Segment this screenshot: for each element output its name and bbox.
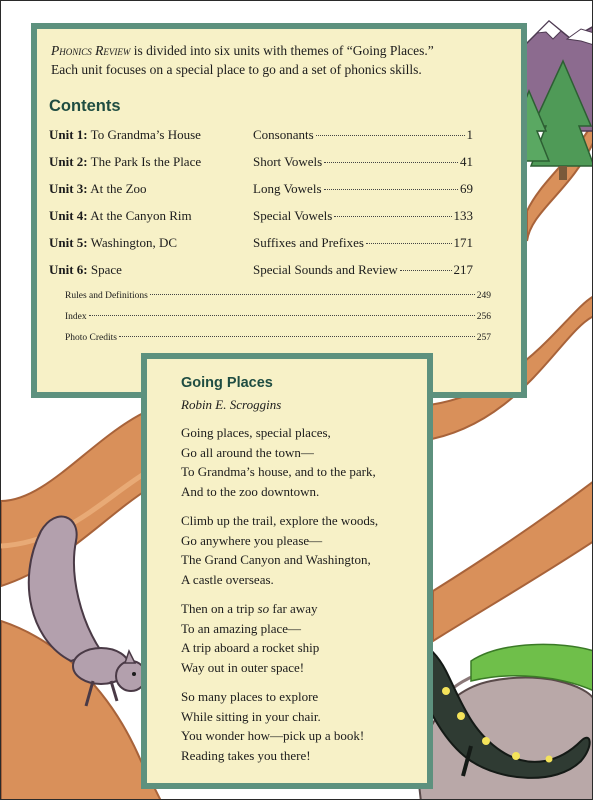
dot-leader <box>150 294 475 295</box>
contents-heading: Contents <box>49 97 121 115</box>
unit-place: Washington, DC <box>90 235 177 250</box>
unit-skill: Short Vowels <box>253 154 323 169</box>
unit-skill-row <box>253 181 473 197</box>
ref-page: 256 <box>476 312 491 322</box>
unit-page: 133 <box>453 208 473 223</box>
toc-entry-photo-credits[interactable] <box>65 333 491 349</box>
unit-number: Unit 3: <box>49 181 88 196</box>
poem-line: Climb up the trail, explore the woods, <box>181 513 379 528</box>
poem-line: Way out in outer space! <box>181 659 305 675</box>
unit-skill: Special Vowels <box>253 208 333 223</box>
unit-skill: Long Vowels <box>253 181 322 196</box>
poem-line: A trip aboard a rocket ship <box>181 640 320 655</box>
unit-number: Unit 2: <box>49 154 88 169</box>
unit-page: 217 <box>453 262 473 277</box>
toc-entry-rules[interactable] <box>65 291 491 307</box>
unit-page: 41 <box>460 154 473 169</box>
poem-panel <box>141 353 433 789</box>
unit-page: 1 <box>466 127 473 142</box>
unit-number: Unit 1: <box>49 127 88 142</box>
book-title: Phonics Review <box>51 43 131 58</box>
unit-label <box>49 208 192 224</box>
poem-line: To Grandma’s house, and to the park, <box>181 464 376 479</box>
ref-label: Photo Credits <box>65 333 117 343</box>
unit-place: At the Canyon Rim <box>90 208 192 223</box>
unit-place: Space <box>90 262 122 277</box>
ref-label: Index <box>65 312 87 322</box>
toc-entry-unit-1[interactable] <box>49 127 487 147</box>
unit-skill: Special Sounds and Review <box>253 262 398 277</box>
stanza-2 <box>181 511 417 589</box>
unit-skill-row <box>253 208 473 224</box>
unit-place: At the Zoo <box>90 181 147 196</box>
unit-skill: Suffixes and Prefixes <box>253 235 364 250</box>
dot-leader <box>119 336 475 337</box>
unit-skill: Consonants <box>253 127 314 142</box>
dot-leader <box>89 315 475 316</box>
toc-entry-unit-5[interactable] <box>49 235 487 255</box>
unit-page: 69 <box>460 181 473 196</box>
stanza-4 <box>181 687 417 765</box>
toc-entry-unit-2[interactable] <box>49 154 487 174</box>
poem-line: To an amazing place— <box>181 620 302 636</box>
poem-line: You wonder how—pick up a book! <box>181 728 365 743</box>
intro-sentence: is divided into six units with themes of “Going Places.” <box>130 43 434 58</box>
dot-leader <box>334 216 451 217</box>
unit-skill-row <box>253 262 473 278</box>
toc-entry-index[interactable] <box>65 312 491 328</box>
toc-entry-unit-3[interactable] <box>49 181 487 201</box>
unit-number: Unit 5: <box>49 235 88 250</box>
poem-line <box>181 599 417 619</box>
poem-line: And to the zoo downtown. <box>181 483 320 499</box>
poem-title: Going Places <box>181 375 273 391</box>
poem-line: Go all around the town— <box>181 444 314 460</box>
emphasis-word: so <box>257 601 270 616</box>
stanza-1 <box>181 423 417 501</box>
dot-leader <box>366 243 452 244</box>
intro-text <box>51 41 513 79</box>
poem-author: Robin E. Scroggins <box>181 397 282 412</box>
ref-page: 257 <box>476 333 491 343</box>
unit-place: The Park Is the Place <box>90 154 202 169</box>
unit-skill-row <box>253 127 473 143</box>
poem-line: While sitting in your chair. <box>181 708 321 724</box>
ref-label: Rules and Definitions <box>65 291 148 301</box>
toc-entry-unit-4[interactable] <box>49 208 487 228</box>
poem-line: A castle overseas. <box>181 571 274 587</box>
unit-place: To Grandma’s House <box>90 127 201 142</box>
intro-line-2: Each unit focuses on a special place to go and a set of phonics skills. <box>51 62 422 77</box>
unit-number: Unit 4: <box>49 208 88 223</box>
poem-line: Go anywhere you please— <box>181 532 323 548</box>
ref-page: 249 <box>476 291 491 301</box>
dot-leader <box>400 270 452 271</box>
unit-label <box>49 181 147 197</box>
unit-label <box>49 235 177 251</box>
poem-line-part: far away <box>269 601 318 616</box>
poem-line: So many places to explore <box>181 689 319 704</box>
poem-line-part: Then on a trip <box>181 601 258 616</box>
toc-entry-unit-6[interactable] <box>49 262 487 282</box>
unit-page: 171 <box>453 235 473 250</box>
unit-number: Unit 6: <box>49 262 88 277</box>
dot-leader <box>316 135 465 136</box>
poem-line: The Grand Canyon and Washington, <box>181 552 371 567</box>
unit-skill-row <box>253 235 473 251</box>
stanza-3 <box>181 599 417 677</box>
poem-line: Reading takes you there! <box>181 747 311 763</box>
dot-leader <box>324 162 458 163</box>
unit-skill-row <box>253 154 473 170</box>
unit-label <box>49 127 201 143</box>
unit-label <box>49 262 122 278</box>
contents-panel <box>31 23 527 398</box>
poem-line: Going places, special places, <box>181 425 331 440</box>
dot-leader <box>324 189 459 190</box>
unit-label <box>49 154 201 170</box>
